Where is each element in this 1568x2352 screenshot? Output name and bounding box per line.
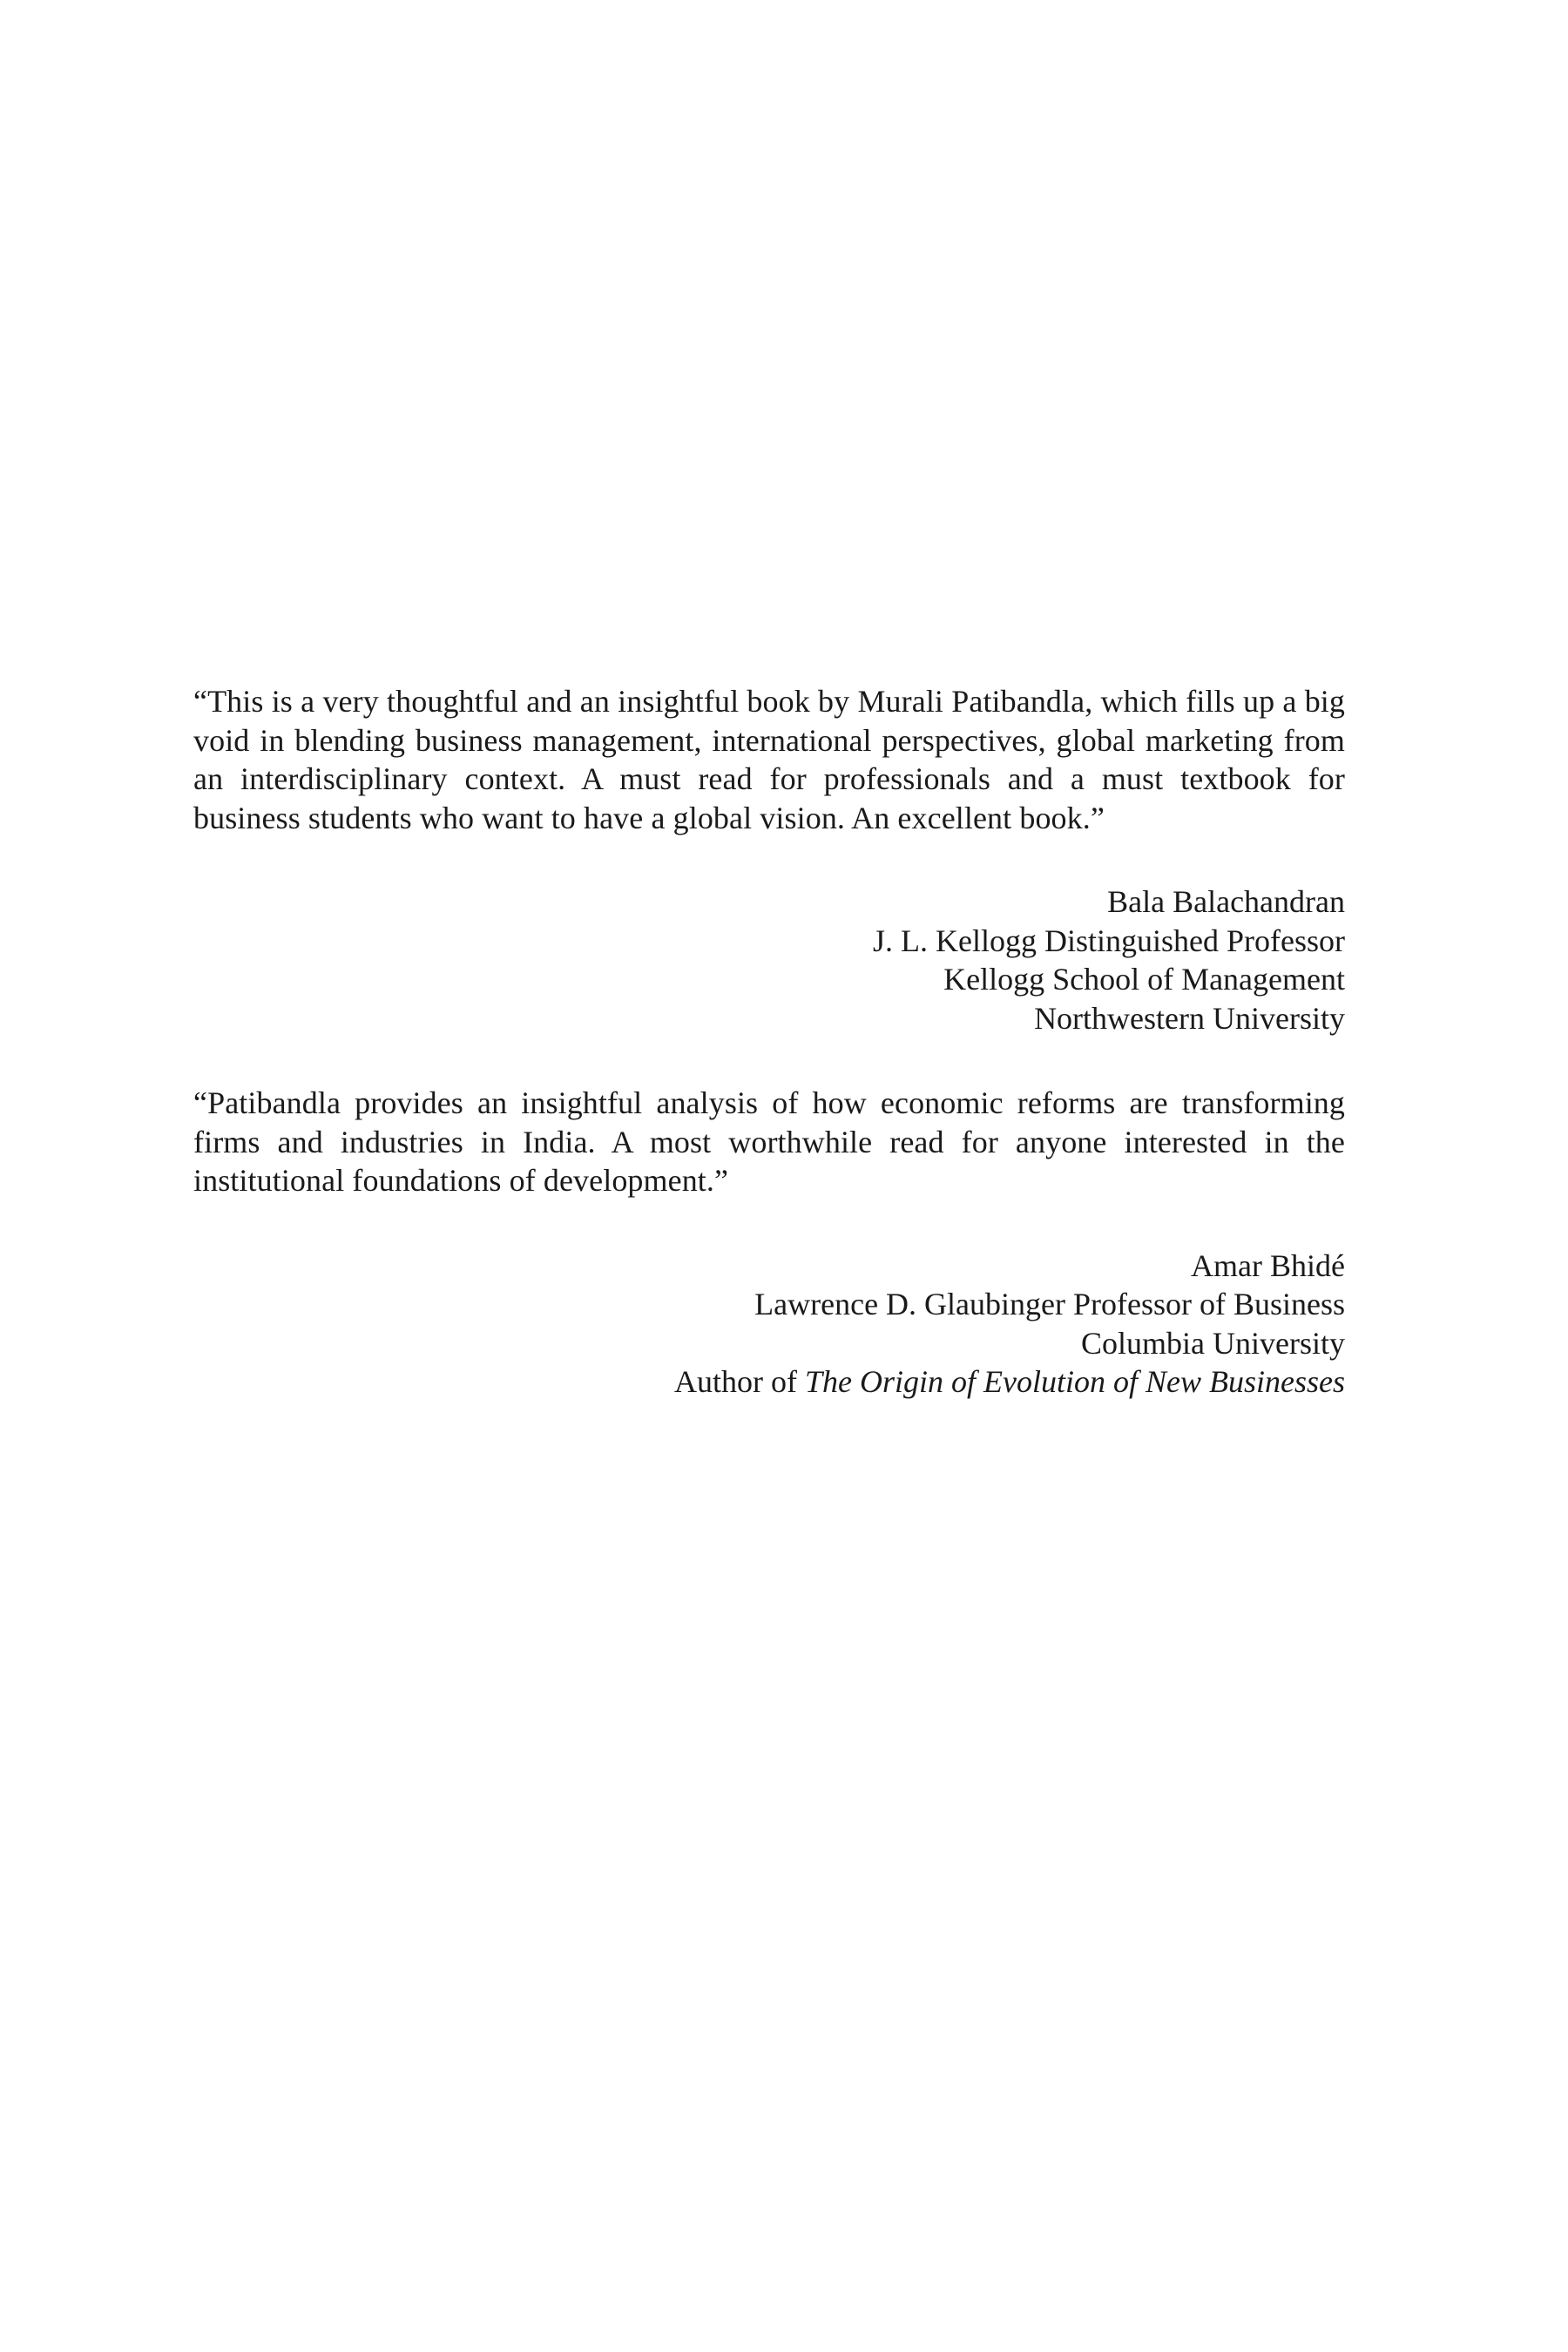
endorser-university-1: Northwestern University (1034, 1000, 1345, 1036)
author-prefix: Author of (674, 1364, 806, 1399)
endorser-university-2: Columbia University (1081, 1325, 1345, 1361)
book-title: The Origin of Evolution of New Businesses (805, 1364, 1345, 1399)
testimonial-attribution-1 (193, 882, 1345, 1037)
testimonial-quote-2: “Patibandla provides an insightful analysis of how economic reforms are transforming firms and industries in India. A most worthwhile read for anyone interested in the institutional foundations of development.” (193, 1085, 1345, 1198)
testimonial-quote-1: “This is a very thoughtful and an insightful book by Murali Patibandla, which fills up a big void in blending business management, international perspectives, global marketing from an interdisciplinary context. A must read for professionals and a must textbook for business students who want to have a global vision. An excellent book.” (193, 684, 1345, 835)
endorser-name-1: Bala Balachandran (1107, 884, 1345, 919)
endorser-name-2: Amar Bhidé (1191, 1247, 1345, 1283)
testimonial-attribution-2 (193, 1247, 1345, 1402)
endorsements-block (193, 682, 1345, 1402)
endorser-title-1: J. L. Kellogg Distinguished Professor (873, 923, 1345, 958)
endorser-authorship-2 (193, 1362, 1345, 1402)
endorser-title-2: Lawrence D. Glaubinger Professor of Business (754, 1287, 1345, 1321)
endorser-school-1: Kellogg School of Management (943, 962, 1345, 997)
